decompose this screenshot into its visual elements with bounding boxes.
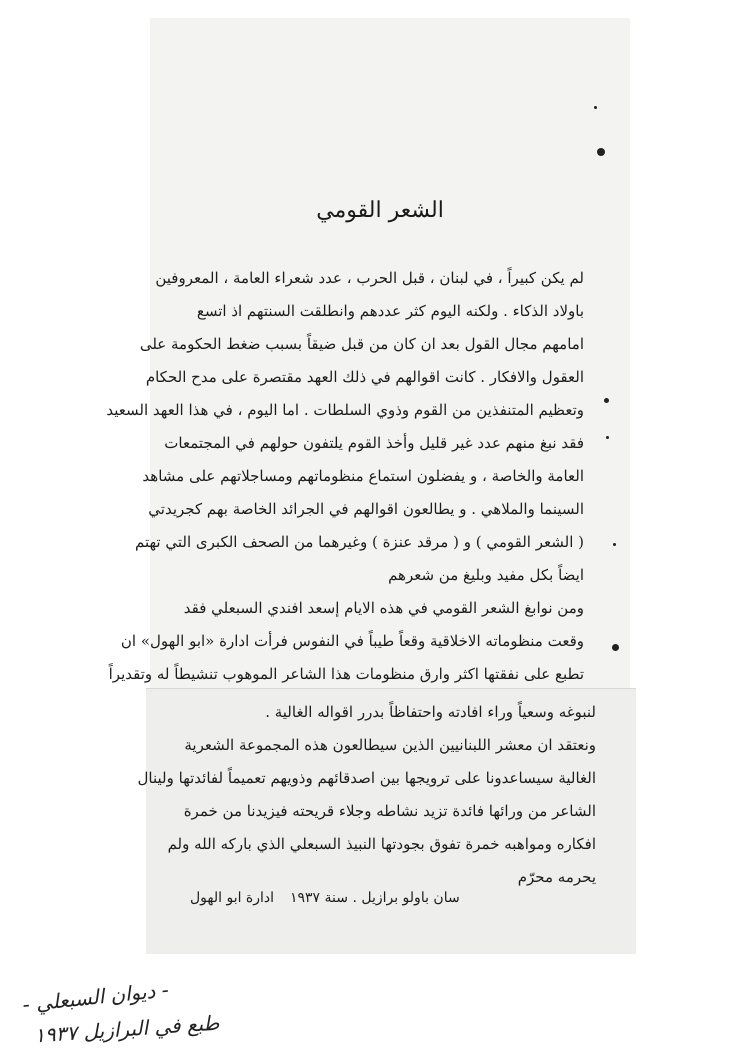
text-line: العقول والافكار . كانت اقوالهم في ذلك العهد مقتصرة على مدح الحكام (145, 368, 584, 386)
scan-speck (604, 398, 609, 403)
text-line: ايضاً بكل مفيد وبليغ من شعرهم (388, 566, 584, 584)
article-body-lower (137, 696, 596, 894)
text-line: ( الشعر القومي ) و ( مرقد عنزة ) وغيرهما من الصحف الكبرى التي تهتم (135, 533, 584, 551)
publisher-signature: ادارة ابو الهول (190, 890, 275, 906)
text-line: لنبوغه وسعياً وراء افادته واحتفاظاً بدرر اقواله الغالية . (265, 703, 596, 721)
document-title: الشعر القومي (316, 198, 444, 223)
text-line: ونعتقد ان معشر اللبنانيين الذين سيطالعون هذه المجموعة الشعرية (184, 736, 596, 754)
text-line: الشاعر من ورائها فائدة تزيد نشاطه وجلاء قريحته فيزيدنا من خمرة (183, 802, 596, 820)
place-and-date: سان باولو برازيل . سنة ١٩٣٧ (290, 890, 460, 906)
handwritten-note-date: طبع في البرازيل ١٩٣٧ (33, 1010, 221, 1048)
scan-speck (597, 148, 605, 156)
text-line: باولاد الذكاء . ولكنه اليوم كثر عددهم وانطلقت السنتهم اذ اتسع (196, 302, 584, 320)
text-line: ومن نوابغ الشعر القومي في هذه الايام إسعد افندي السبعلي فقد (183, 599, 584, 617)
text-line: يحرمه محرّم (517, 868, 596, 886)
text-line: لم يكن كبيراً ، في لبنان ، قبل الحرب ، عدد شعراء العامة ، المعروفين (155, 269, 584, 287)
text-line: السينما والملاهي . و يطالعون اقوالهم في الجرائد الخاصة بهم كجريدتي (148, 500, 584, 518)
scan-speck (594, 106, 597, 109)
scan-speck (612, 644, 619, 651)
text-line: تطبع على نفقتها اكثر وارق منظومات هذا الشاعر الموهوب تنشيطاً له وتقديراً (108, 665, 584, 683)
scan-speck (606, 436, 609, 439)
text-line: فقد نبغ منهم عدد غير قليل وأخذ القوم يلتفون حولهم في المجتمعات (164, 434, 584, 452)
text-line: الغالية سيساعدونا على ترويجها بين اصدقائهم وذويهم تعميماً لفائدتها ولينال (137, 769, 596, 787)
text-line: افكاره ومواهبه خمرة تفوق بجودتها النبيذ السبعلي الذي باركه الله ولم (167, 835, 596, 853)
article-body-upper (106, 262, 584, 691)
text-line: وتعظيم المتنفذين من القوم وذوي السلطات . اما اليوم ، في هذا العهد السعيد (106, 401, 584, 419)
text-line: العامة والخاصة ، و يفضلون استماع منظوماتهم ومساجلاتهم على مشاهد (142, 467, 584, 485)
text-line: امامهم مجال القول بعد ان كان من قبل ضيقاً بسبب ضغط الحكومة على (139, 335, 584, 353)
handwritten-note-title: - ديوان السبعلي - (21, 977, 170, 1017)
text-line: وقعت منظوماته الاخلاقية وقعاً طيباً في النفوس فرأت ادارة «ابو الهول» ان (120, 632, 584, 650)
scan-speck (613, 543, 616, 546)
